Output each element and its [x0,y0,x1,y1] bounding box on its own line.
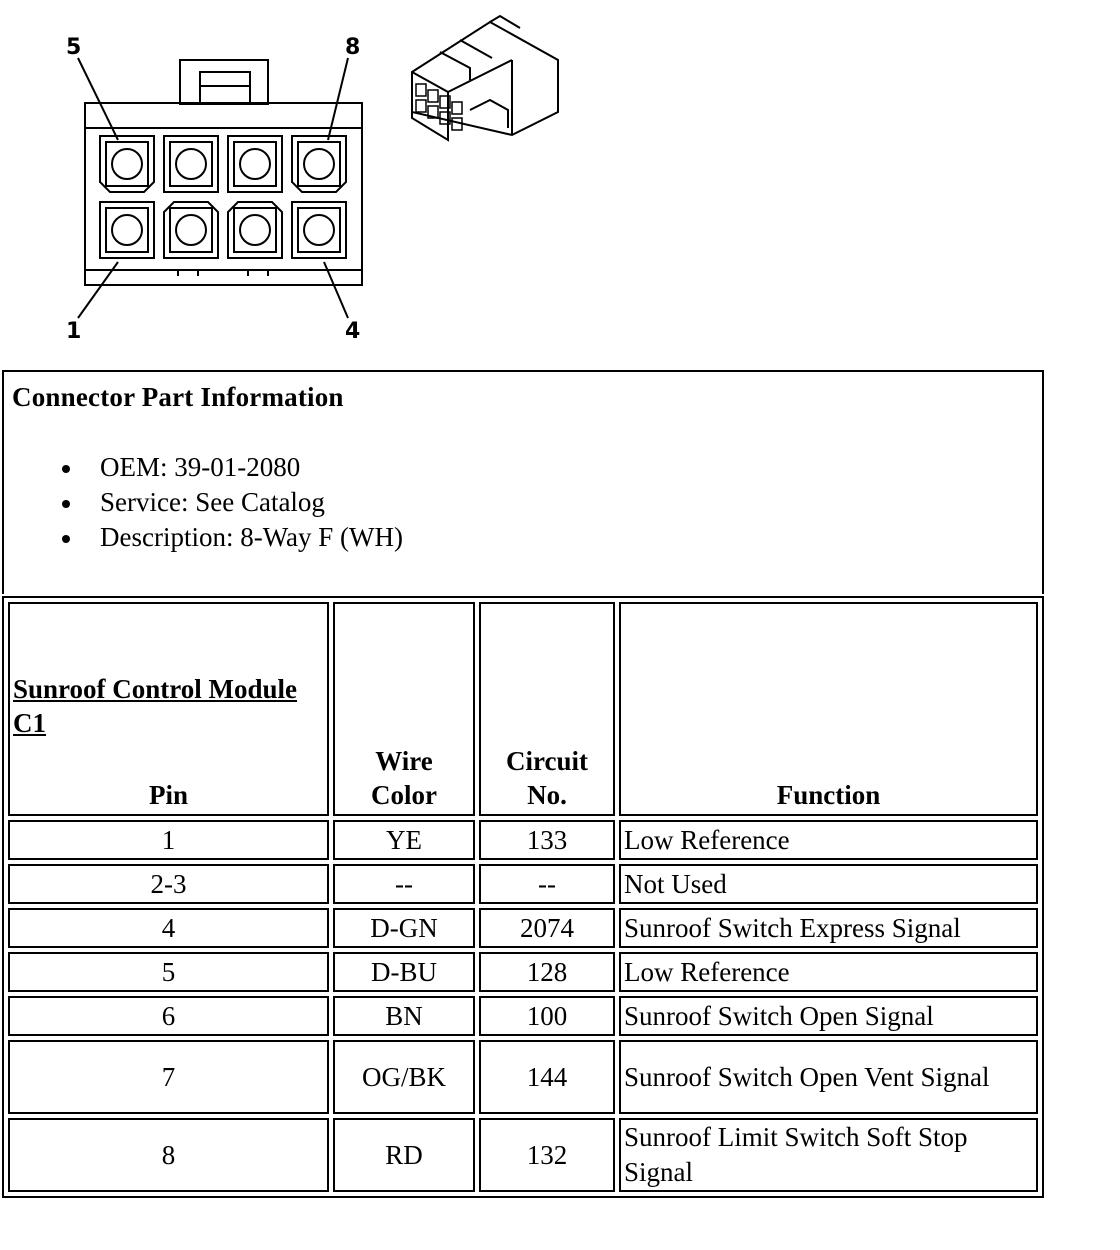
header-module: Sunroof Control Module C1 [13,674,298,738]
header-wire-color: Wire Color [333,602,475,816]
cell-wire-color: D-GN [333,908,475,948]
cavity-6 [164,136,218,192]
info-title: Connector Part Information [12,382,344,412]
header-function: Function [619,602,1038,816]
connector-diagram [0,0,600,360]
connector-latch [180,60,268,104]
cell-wire-color: BN [333,996,475,1036]
pin-label-4: 4 [345,319,361,344]
table-row [8,908,1038,948]
cell-pin: 7 [8,1040,329,1114]
cell-function: Low Reference [619,952,1038,992]
cell-function: Not Used [619,864,1038,904]
pin-label-8: 8 [345,35,361,60]
cell-circuit: 128 [479,952,615,992]
cell-pin: 4 [8,908,329,948]
table-row [8,864,1038,904]
pin-label-5: 5 [66,35,82,60]
cell-function: Sunroof Limit Switch Soft Stop Signal [619,1118,1038,1192]
cell-circuit: 133 [479,820,615,860]
cavity-1 [100,202,154,258]
cell-wire-color: RD [333,1118,475,1192]
cell-function: Sunroof Switch Open Signal [619,996,1038,1036]
cell-pin: 1 [8,820,329,860]
cell-pin: 6 [8,996,329,1036]
cavity-2 [164,202,218,258]
info-item-description: Description: 8-Way F (WH) [4,520,403,555]
cell-circuit: 100 [479,996,615,1036]
info-item-service: Service: See Catalog [4,485,403,520]
cell-function: Sunroof Switch Open Vent Signal [619,1040,1038,1114]
cavity-4 [292,202,346,258]
cavity-3 [228,202,282,258]
cell-function: Low Reference [619,820,1038,860]
table-row [8,1118,1038,1192]
info-item-oem: OEM: 39-01-2080 [4,450,403,485]
cell-circuit: 2074 [479,908,615,948]
cell-function: Sunroof Switch Express Signal [619,908,1038,948]
pinout-table [2,596,1044,1198]
cell-pin: 8 [8,1118,329,1192]
cavity-7 [228,136,282,192]
cell-pin: 5 [8,952,329,992]
info-list [4,450,403,555]
connector-3d-view [412,16,558,140]
table-row [8,1040,1038,1114]
header-pin-label: Pin [148,780,188,810]
cavity-8 [292,136,346,192]
cavity-5 [100,136,154,192]
cavity-grid [100,136,346,258]
pin-label-1: 1 [66,319,82,344]
cell-wire-color: -- [333,864,475,904]
cell-wire-color: OG/BK [333,1040,475,1114]
table-row [8,952,1038,992]
cell-circuit: 132 [479,1118,615,1192]
table-row [8,820,1038,860]
cell-wire-color: D-BU [333,952,475,992]
table-row [8,996,1038,1036]
cell-pin: 2-3 [8,864,329,904]
connector-part-info [2,370,1044,594]
cell-circuit: -- [479,864,615,904]
cell-wire-color: YE [333,820,475,860]
header-circuit-no: Circuit No. [479,602,615,816]
cell-circuit: 144 [479,1040,615,1114]
header-pin [8,602,329,816]
